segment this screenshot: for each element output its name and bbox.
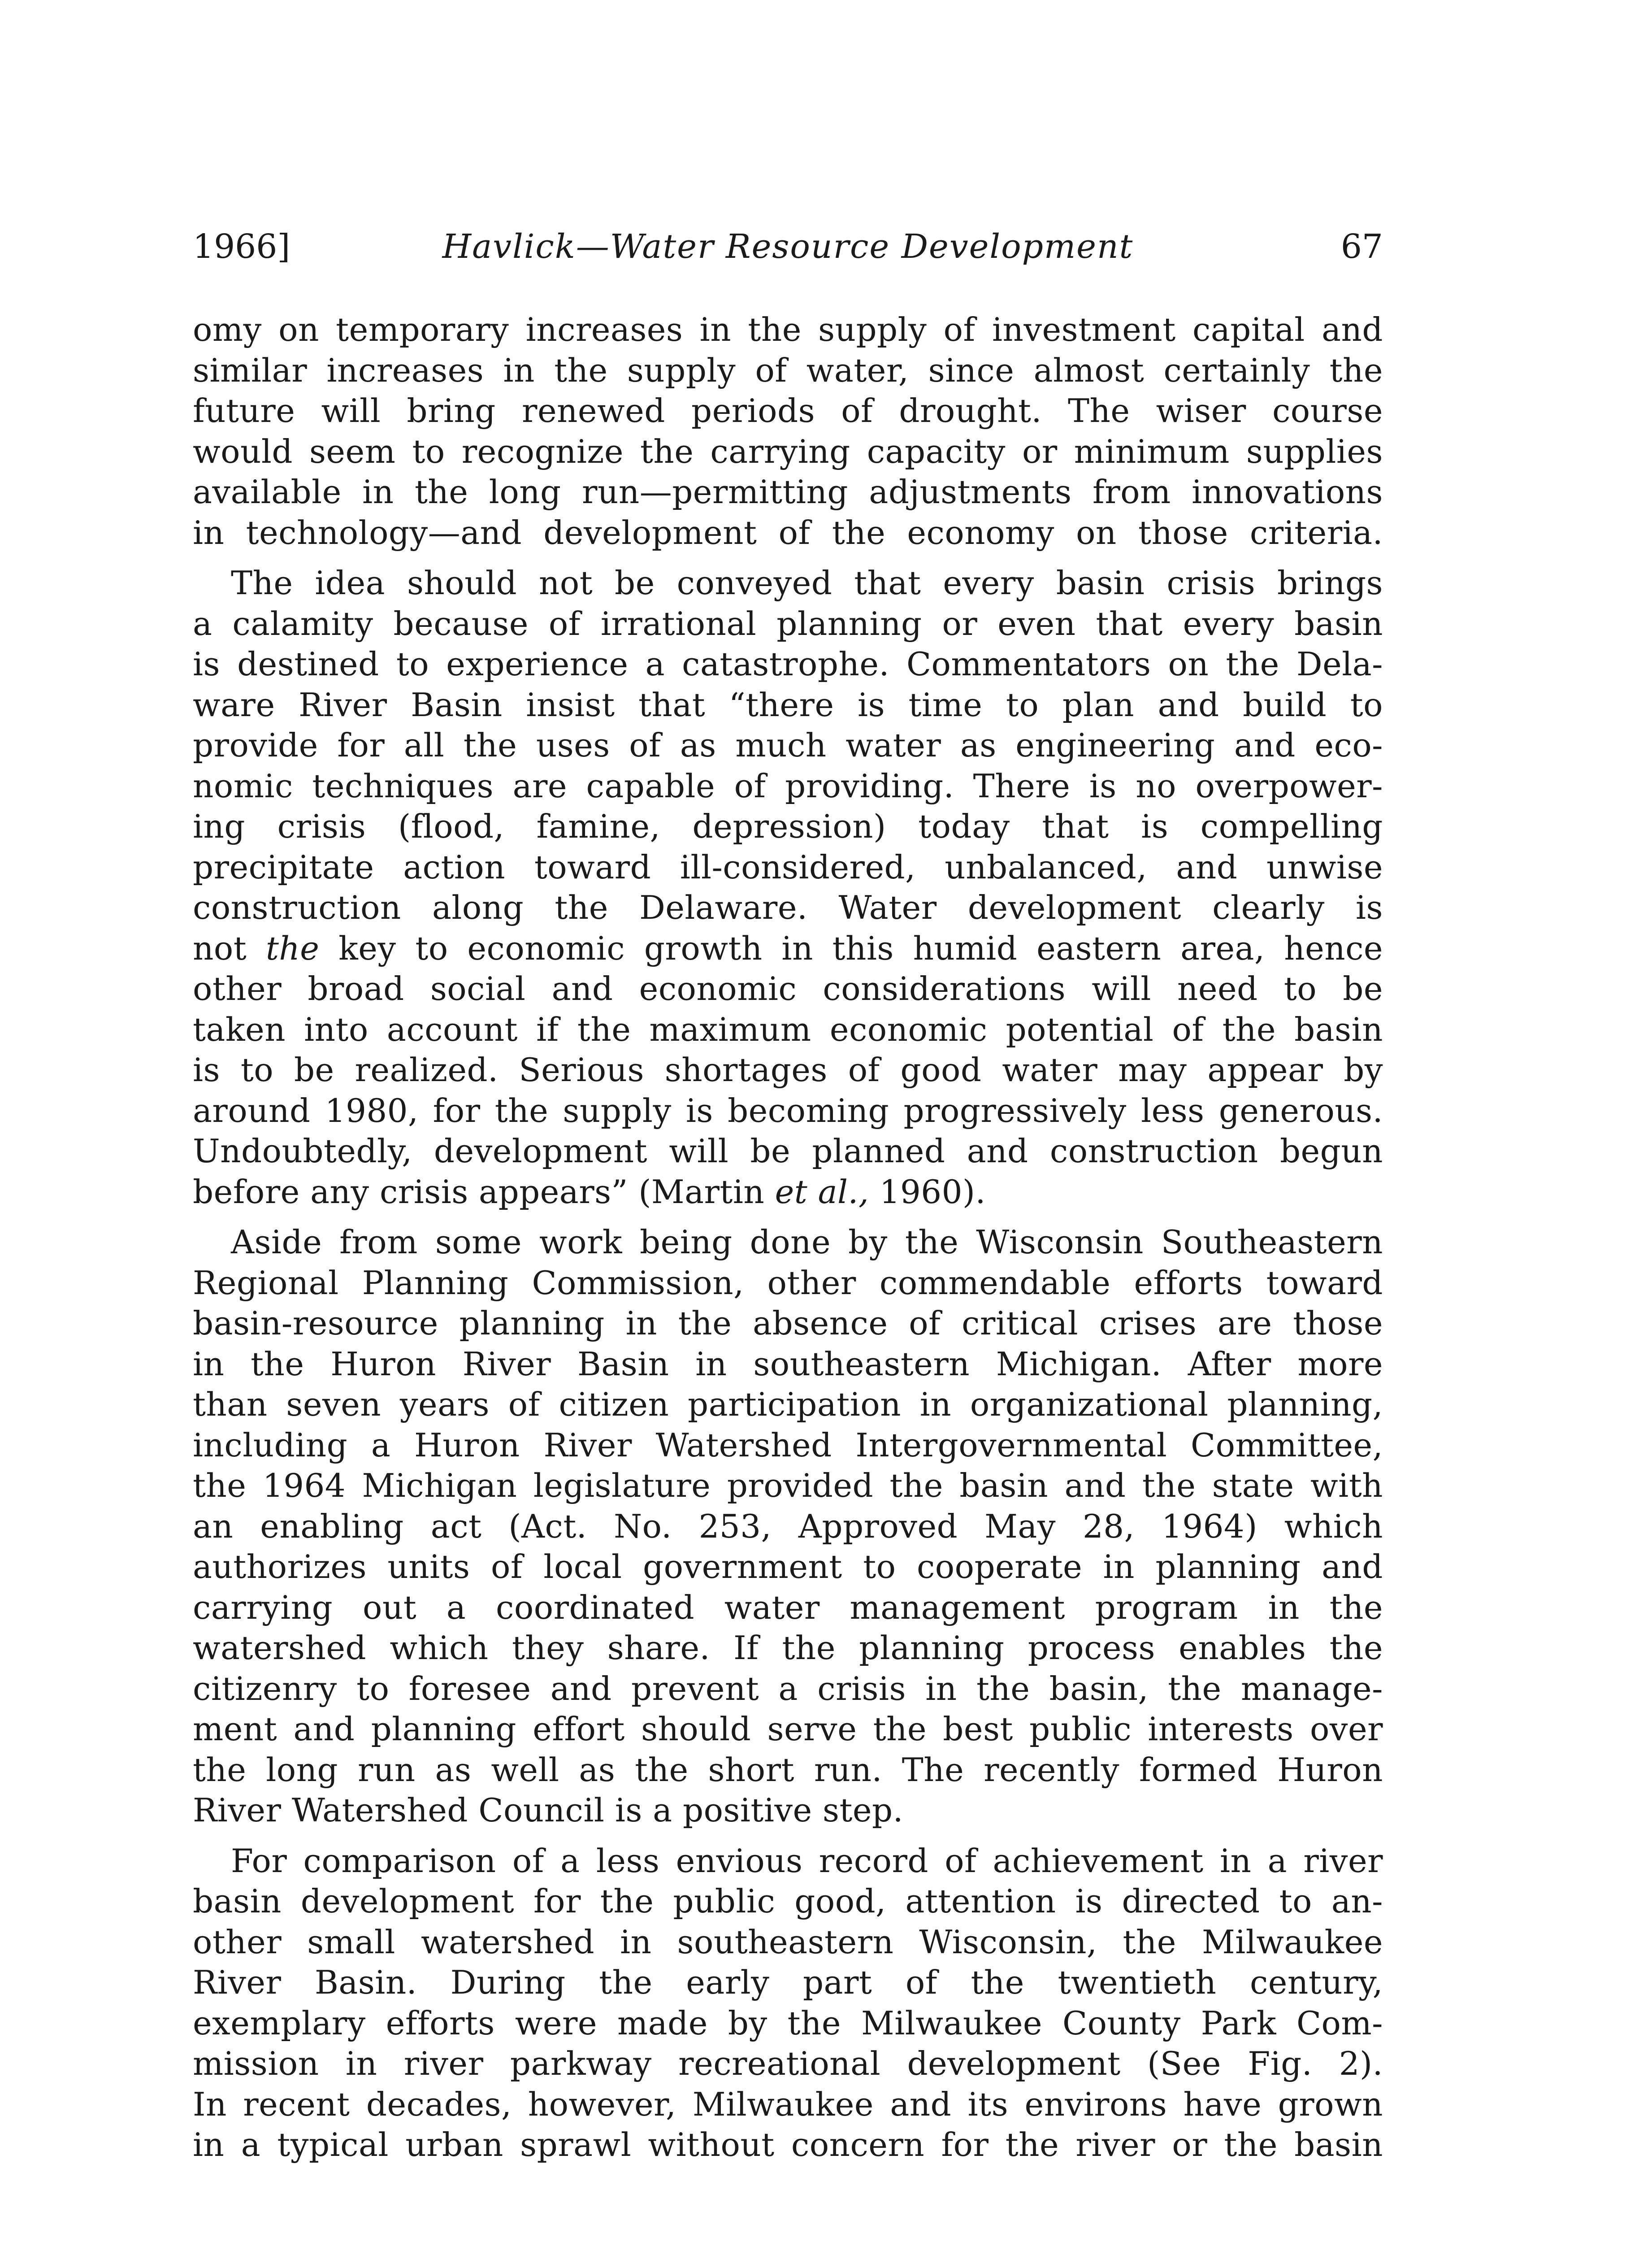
text-line: watershed which they share. If the planning process enables the [193, 1629, 1383, 1667]
text-line: precipitate action toward ill-considered, unbalanced, and unwise [193, 848, 1383, 886]
text-line: ment and planning effort should serve the best public interests over [193, 1710, 1383, 1748]
italic-emphasis: the [265, 929, 320, 967]
text-line: ware River Basin insist that “there is time to plan and build to [193, 686, 1383, 724]
text-line: a calamity because of irrational planning or even that every basin [193, 604, 1383, 643]
text-line: The idea should not be conveyed that every basin crisis brings [231, 564, 1383, 602]
text-line: future will bring renewed periods of drought. The wiser course [193, 392, 1383, 430]
text-line: similar increases in the supply of water, since almost certainly the [193, 351, 1383, 389]
text-line: ing crisis (flood, famine, depression) today that is compelling [193, 808, 1383, 845]
text-line: is to be realized. Serious shortages of good water may appear by [193, 1051, 1383, 1089]
text-line: In recent decades, however, Milwaukee and its environs have grown [193, 2085, 1383, 2123]
running-head-year: 1966] [193, 227, 291, 266]
text-line: the long run as well as the short run. The recently formed Huron [193, 1751, 1383, 1789]
text-segment: not [193, 929, 247, 967]
text-line: Regional Planning Commission, other commendable efforts toward [193, 1264, 1383, 1302]
body-text [193, 309, 1383, 2165]
running-head-title: Havlick—Water Resource Development [442, 227, 1134, 266]
text-line: around 1980, for the supply is becoming progressively less generous. [193, 1091, 1383, 1130]
text-line: including a Huron River Watershed Intergovernmental Committee, [193, 1426, 1383, 1464]
text-line: than seven years of citizen participation in organizational planning, [193, 1386, 1383, 1423]
text-line-mixed [193, 1172, 1383, 1212]
text-line: River Watershed Council is a positive step. [193, 1791, 904, 1829]
text-line: For comparison of a less envious record of achievement in a river [231, 1842, 1383, 1880]
text-segment: 1960). [879, 1173, 986, 1211]
text-line: other broad social and economic considerations will need to be [193, 970, 1383, 1008]
text-line: mission in river parkway recreational development (See Fig. 2). [193, 2045, 1383, 2082]
italic-citation: et al., [775, 1173, 869, 1211]
text-line: the 1964 Michigan legislature provided the basin and the state with [193, 1467, 1383, 1504]
paragraph-3 [193, 1222, 1383, 1831]
text-line: nomic techniques are capable of providing. There is no overpower- [193, 767, 1383, 805]
paragraph-4 [193, 1841, 1383, 2165]
text-line: Aside from some work being done by the Wisconsin Southeastern [231, 1223, 1383, 1261]
page-number: 67 [1340, 227, 1383, 266]
text-line: provide for all the uses of as much water as engineering and eco- [193, 726, 1383, 764]
text-segment: before any crisis appears” (Martin [193, 1173, 765, 1211]
text-line: in a typical urban sprawl without concern for the river or the basin [193, 2126, 1383, 2164]
text-line: is destined to experience a catastrophe. Commentators on the Dela- [193, 645, 1383, 683]
text-line-mixed [193, 928, 1383, 969]
paragraph-1 [193, 309, 1383, 553]
text-line: basin-resource planning in the absence of critical crises are those [193, 1304, 1383, 1342]
text-segment: key to economic growth in this humid eastern area, hence [338, 929, 1383, 967]
text-line: in the Huron River Basin in southeastern Michigan. After more [193, 1345, 1383, 1383]
text-line: construction along the Delaware. Water development clearly is [193, 889, 1383, 926]
text-line: basin development for the public good, attention is directed to an- [193, 1882, 1383, 1920]
text-line: taken into account if the maximum economic potential of the basin [193, 1010, 1383, 1048]
text-line: authorizes units of local government to cooperate in planning and [193, 1548, 1383, 1586]
text-line: omy on temporary increases in the supply of investment capital and [193, 311, 1383, 348]
text-line: an enabling act (Act. No. 253, Approved May 28, 1964) which [193, 1507, 1383, 1545]
text-line: River Basin. During the early part of the twentieth century, [193, 1964, 1383, 2001]
running-head [193, 222, 1383, 271]
text-line: carrying out a coordinated water management program in the [193, 1588, 1383, 1626]
text-line: Undoubtedly, development will be planned and construction begun [193, 1132, 1383, 1170]
text-line: would seem to recognize the carrying capacity or minimum supplies [193, 432, 1383, 470]
text-line: exemplary efforts were made by the Milwaukee County Park Com- [193, 2004, 1383, 2042]
text-line: citizenry to foresee and prevent a crisis in the basin, the manage- [193, 1669, 1383, 1708]
text-line: available in the long run—permitting adjustments from innovations [193, 473, 1383, 511]
paragraph-2 [193, 563, 1383, 1212]
text-line: other small watershed in southeastern Wisconsin, the Milwaukee [193, 1923, 1383, 1961]
text-line: in technology—and development of the economy on those criteria. [193, 513, 1383, 552]
